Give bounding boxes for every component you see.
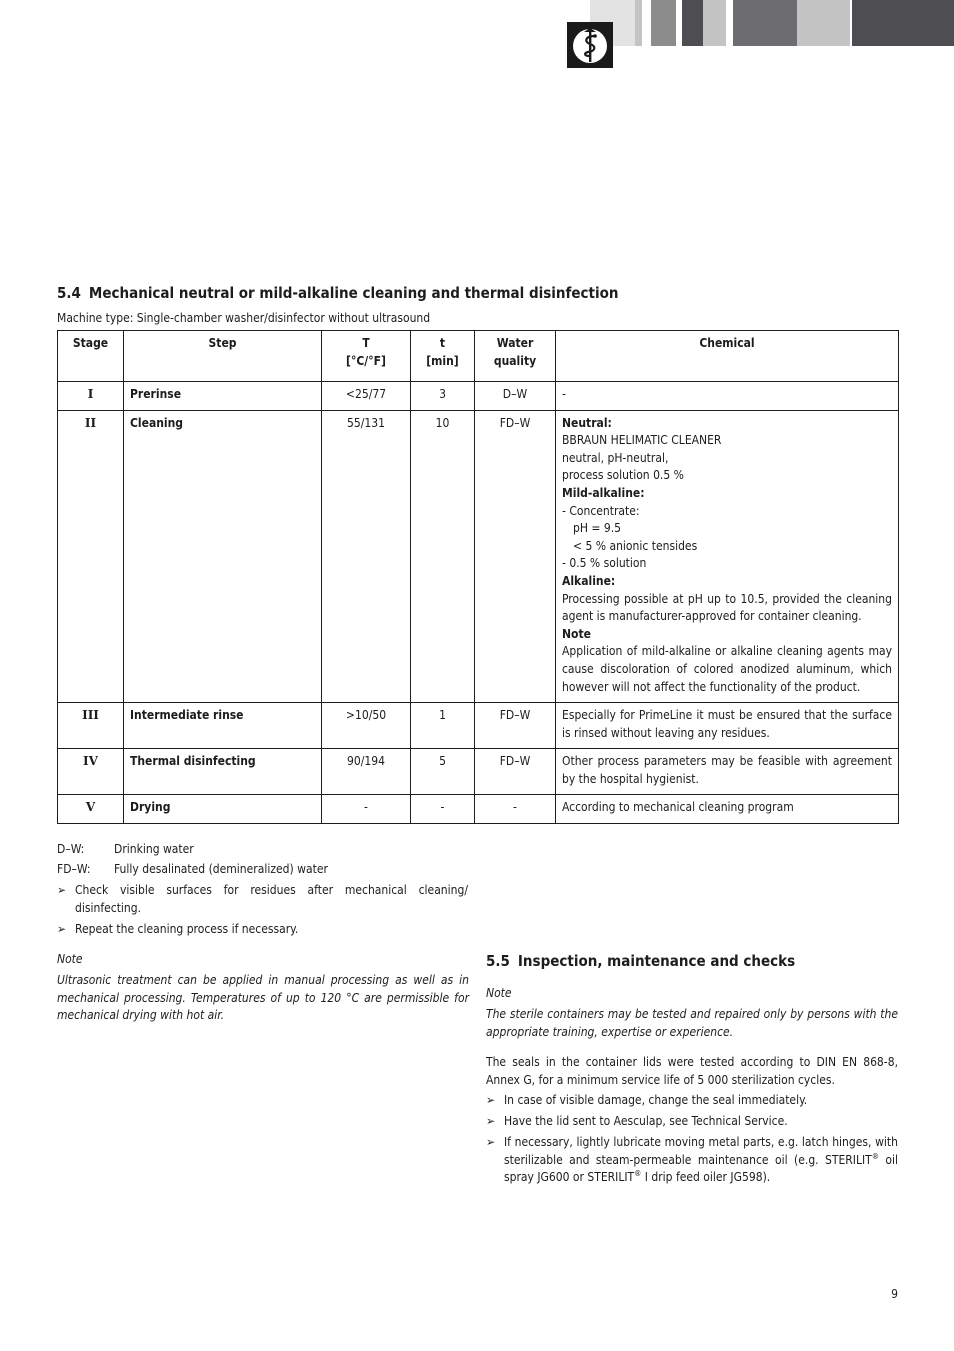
legend-drinking-water: [57, 841, 194, 859]
header-water-line1: Water: [496, 336, 534, 350]
cell-step: Drying: [124, 795, 322, 824]
cell-chemical: Especially for PrimeLine it must be ensured that the surface is rinsed without leaving any residues.: [556, 703, 899, 749]
table-row: [58, 382, 899, 411]
neutral-product: BBRAUN HELIMATIC CLEANER: [562, 433, 722, 448]
cell-stage: V: [58, 795, 124, 824]
cleaning-note-text: Application of mild-alkaline or alkaline cleaning agents may cause discoloration of colored anodized aluminum, which however will not affect the functionality of the product.: [562, 644, 892, 694]
cell-water: FD–W: [475, 410, 556, 703]
inspection-note-text: The sterile containers may be tested and repaired only by persons with the appropriate training, expertise or experience.: [486, 1007, 898, 1039]
header-water-quality: [475, 331, 556, 382]
lubricate-text-part1: If necessary, lightly lubricate moving metal parts, e.g. latch hinges, with sterilizable and steam-permeable maintenance oil (e.g. STERILIT: [504, 1135, 898, 1167]
process-table: [57, 330, 899, 824]
header-bar-4: [682, 0, 703, 46]
header-time-line1: t: [439, 336, 446, 350]
cell-step: Cleaning: [124, 410, 322, 703]
neutral-line3: process solution 0.5 %: [562, 468, 684, 483]
mild-line1: - Concentrate:: [562, 503, 640, 518]
cell-step: Prerinse: [124, 382, 322, 411]
cell-water: FD–W: [475, 749, 556, 795]
cell-chemical: According to mechanical cleaning program: [556, 795, 899, 824]
aesculap-staff-icon: [567, 22, 613, 68]
mild-alkaline-label: Mild-alkaline:: [562, 485, 645, 500]
list-item: [486, 1092, 898, 1110]
neutral-label: Neutral:: [562, 415, 612, 430]
table-row: [58, 795, 899, 824]
cell-temperature: -: [322, 795, 411, 824]
table-row: [58, 703, 899, 749]
table-header-row: [58, 331, 899, 382]
section-number: 5.4: [57, 284, 81, 302]
company-logo: [567, 22, 613, 68]
machine-type-label: Machine type: Single-chamber washer/disinfector without ultrasound: [57, 311, 431, 325]
section-5-4-heading: [57, 284, 618, 302]
cell-water: D–W: [475, 382, 556, 411]
cell-temperature: >10/50: [322, 703, 411, 749]
arrow-bullet-icon: ➢: [486, 1114, 496, 1128]
mild-line2: pH = 9.5: [573, 521, 622, 536]
header-temperature: [322, 331, 411, 382]
cell-temperature: 90/194: [322, 749, 411, 795]
bullet-text: Check visible surfaces for residues after mechanical cleaning/ disinfecting.: [75, 883, 468, 915]
cell-water: -: [475, 795, 556, 824]
registered-mark: ®: [871, 1151, 879, 1161]
cell-stage: I: [58, 382, 124, 411]
header-temp-line1: T: [362, 336, 370, 350]
arrow-bullet-icon: ➢: [57, 883, 67, 897]
cell-step: Intermediate rinse: [124, 703, 322, 749]
cell-chemical: -: [556, 382, 899, 411]
note-label: Note: [57, 952, 83, 966]
list-item: [57, 882, 468, 917]
page-number: 9: [891, 1287, 898, 1301]
arrow-bullet-icon: ➢: [486, 1093, 496, 1107]
cell-chemical: Other process parameters may be feasible with agreement by the hospital hygienist.: [556, 749, 899, 795]
table-row: [58, 410, 899, 703]
header-chemical: Chemical: [556, 331, 899, 382]
cell-time: -: [411, 795, 475, 824]
legend-value: Drinking water: [114, 842, 194, 856]
cleaning-note-label: Note: [562, 626, 591, 641]
list-item: [486, 1134, 898, 1187]
header-bar-6: [733, 0, 797, 46]
section-title: Inspection, maintenance and checks: [517, 952, 796, 970]
lubricate-text-part3: I drip feed oiler JG598).: [641, 1170, 771, 1185]
header-time-line2: [min]: [426, 353, 459, 368]
neutral-line2: neutral, pH-neutral,: [562, 450, 669, 465]
mild-line3: < 5 % anionic tensides: [573, 538, 698, 553]
section-number: 5.5: [486, 952, 510, 970]
alkaline-label: Alkaline:: [562, 573, 616, 588]
cell-stage: II: [58, 410, 124, 703]
header-bar-3: [651, 0, 676, 46]
legend-key: FD–W:: [57, 862, 91, 876]
legend-key: D–W:: [57, 842, 85, 856]
header-stage: Stage: [58, 331, 124, 382]
cell-temperature: <25/77: [322, 382, 411, 411]
legend-value: Fully desalinated (demineralized) water: [114, 862, 328, 876]
bullet-text-lubricate: [486, 1134, 898, 1187]
list-item: [486, 1113, 898, 1131]
cell-time: 10: [411, 410, 475, 703]
registered-mark: ®: [634, 1169, 642, 1179]
section-title: Mechanical neutral or mild-alkaline cleaning and thermal disinfection: [88, 284, 619, 302]
cell-chemical-cleaning: [556, 410, 899, 703]
cell-step: Thermal disinfecting: [124, 749, 322, 795]
alkaline-text: Processing possible at pH up to 10.5, provided the cleaning agent is manufacturer-approved for container cleaning.: [562, 591, 892, 624]
cell-time: 1: [411, 703, 475, 749]
header-bar-5: [703, 0, 726, 46]
section-5-5-heading: [486, 952, 795, 970]
header-step: Step: [124, 331, 322, 382]
legend-desalinated-water: [57, 861, 328, 879]
arrow-bullet-icon: ➢: [486, 1135, 496, 1149]
header-bar-2: [635, 0, 642, 46]
table-row: [58, 749, 899, 795]
header-temp-line2: [°C/°F]: [346, 353, 386, 368]
cell-time: 3: [411, 382, 475, 411]
arrow-bullet-icon: ➢: [57, 922, 67, 936]
header-time: [411, 331, 475, 382]
lubricate-text-part2: oil spray JG600 or STERILIT: [504, 1152, 898, 1185]
cell-temperature: 55/131: [322, 410, 411, 703]
ultrasonic-note-text: Ultrasonic treatment can be applied in manual processing as well as in mechanical processing. Temperatures of up to 120 °C are permissible for mechanical drying with hot air.: [57, 973, 469, 1023]
header-water-line2: quality: [493, 353, 537, 368]
bullet-text: In case of visible damage, change the seal immediately.: [504, 1093, 808, 1107]
cell-stage: III: [58, 703, 124, 749]
header-bar-7: [797, 0, 850, 46]
cell-time: 5: [411, 749, 475, 795]
header-bar-8: [852, 0, 954, 46]
seals-paragraph: The seals in the container lids were tested according to DIN EN 868-8, Annex G, for a minimum service life of 5 000 sterilization cycles.: [486, 1055, 898, 1087]
bullet-text: Repeat the cleaning process if necessary.: [75, 922, 299, 936]
cell-water: FD–W: [475, 703, 556, 749]
cell-stage: IV: [58, 749, 124, 795]
bullet-text: Have the lid sent to Aesculap, see Technical Service.: [504, 1114, 788, 1128]
list-item: [57, 921, 468, 939]
note-label: Note: [486, 986, 512, 1000]
mild-line4: - 0.5 % solution: [562, 556, 647, 571]
